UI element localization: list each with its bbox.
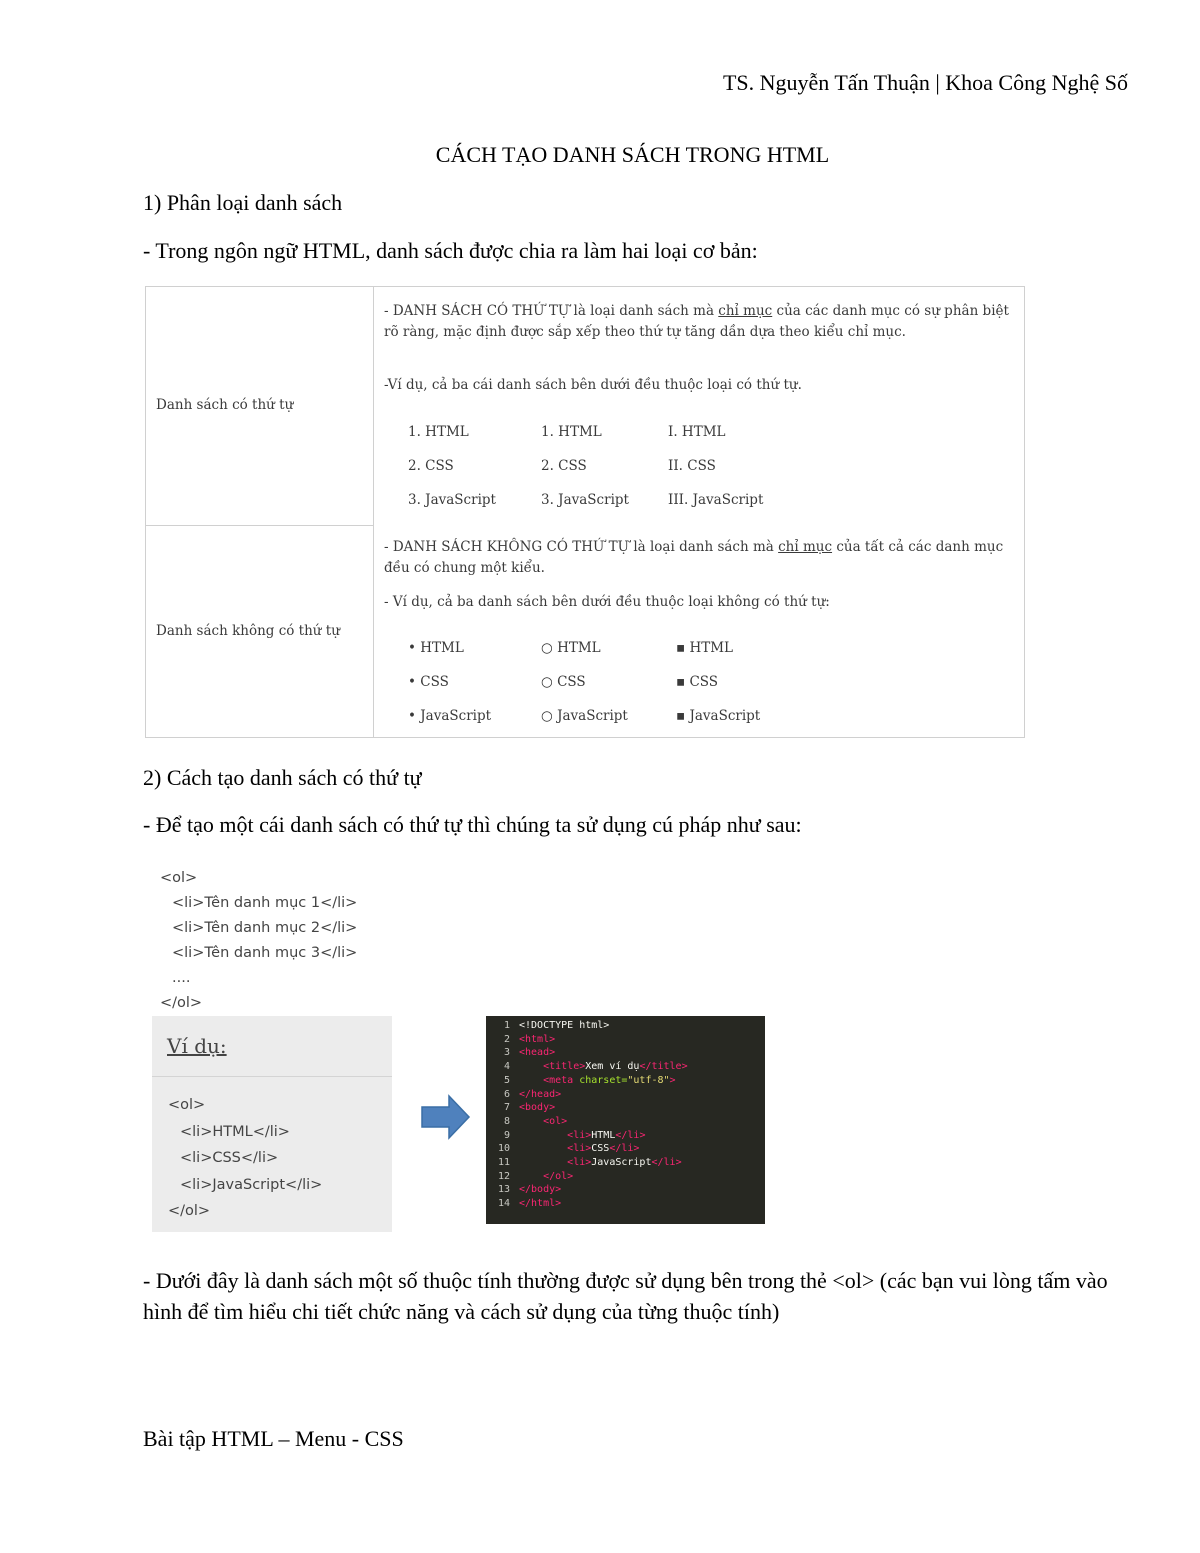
unordered-col-1: • HTML • CSS • JavaScript xyxy=(408,640,492,724)
list-types-table xyxy=(145,286,1025,738)
example-code-line: <ol> xyxy=(168,1097,206,1113)
syntax-line: <li>Tên danh mục 3</li> xyxy=(172,945,358,961)
example-code-line: <li>CSS</li> xyxy=(180,1150,279,1166)
unordered-list-label: Danh sách không có thứ tự xyxy=(156,623,340,639)
syntax-code xyxy=(160,866,357,1016)
section-2-heading: 2) Cách tạo danh sách có thứ tự xyxy=(143,765,422,790)
section-2-intro: - Để tạo một cái danh sách có thứ tự thì chúng ta sử dụng cú pháp như sau: xyxy=(143,812,802,837)
section-1-intro: - Trong ngôn ngữ HTML, danh sách được chia ra làm hai loại cơ bản: xyxy=(143,238,758,263)
page-footer: Bài tập HTML – Menu - CSS xyxy=(143,1426,404,1451)
syntax-line: <li>Tên danh mục 2</li> xyxy=(172,920,358,936)
arrow-right-icon xyxy=(421,1094,471,1140)
example-code-line: <li>HTML</li> xyxy=(180,1123,290,1140)
table-column-divider xyxy=(373,287,374,737)
page-header: TS. Nguyễn Tấn Thuận | Khoa Công Nghệ Số xyxy=(722,70,1128,95)
syntax-line: .... xyxy=(172,970,191,986)
example-code-line: </ol> xyxy=(168,1203,211,1219)
unordered-col-2: ○ HTML ○ CSS ○ JavaScript xyxy=(541,640,628,724)
example-code-line: <li>JavaScript</li> xyxy=(180,1176,323,1193)
ordered-list-example: -Ví dụ, cả ba cái danh sách bên dưới đều thuộc loại có thứ tự. xyxy=(384,377,802,393)
document-title: CÁCH TẠO DANH SÁCH TRONG HTML xyxy=(435,142,830,167)
syntax-line: <li>Tên danh mục 1</li> xyxy=(172,895,358,911)
unordered-col-3: ▪ HTML ▪ CSS ▪ JavaScript xyxy=(676,640,761,724)
table-row-divider xyxy=(146,525,373,526)
example-title: Ví dụ: xyxy=(167,1034,227,1058)
ordered-list-description: - DANH SÁCH CÓ THỨ TỰ là loại danh sách mà chỉ mục của các danh mục có sự phân biệt rõ ràng, mặc định được sắp xếp theo thứ tự tăng dần dựa theo kiểu chỉ mục. xyxy=(384,303,1009,340)
unordered-list-example: - Ví dụ, cả ba danh sách bên dưới đều thuộc loại không có thứ tự: xyxy=(384,594,830,610)
syntax-line: </ol> xyxy=(160,995,203,1011)
example-divider xyxy=(152,1076,392,1077)
example-box xyxy=(152,1016,392,1232)
unordered-index-term: chỉ mục xyxy=(778,539,833,555)
ordered-list-label: Danh sách có thứ tự xyxy=(156,397,294,413)
code-editor-screenshot: 1 <!DOCTYPE html> 2 <html> 3 <head> 4 <title>Xem ví dụ</title> 5 <meta charset="utf-8"> 6 </head> 7 <body> 8 <ol> 9 <li>HTML</li> 10 <li>CSS</li> 11 <li>JavaScript</li> 12 </ol> 13 </body> 14 </html> xyxy=(486,1016,765,1224)
ordered-col-1: 1. HTML 2. CSS 3. JavaScript xyxy=(408,424,496,508)
ordered-col-3: I. HTML II. CSS III. JavaScript xyxy=(668,424,764,508)
attributes-paragraph: - Dưới đây là danh sách một số thuộc tính thường được sử dụng bên trong thẻ <ol> (các bạn vui lòng tấm vào hình để tìm hiểu chi tiết chức năng và cách sử dụng của từng thuộc tính) xyxy=(143,1268,1108,1324)
syntax-line: <ol> xyxy=(160,870,198,886)
section-1-heading: 1) Phân loại danh sách xyxy=(143,190,343,215)
ordered-index-term: chỉ mục xyxy=(718,303,773,319)
example-code xyxy=(168,1092,322,1225)
unordered-list-description: - DANH SÁCH KHÔNG CÓ THỨ TỰ là loại danh sách mà chỉ mục của tất cả các danh mục đều có chung một kiểu. xyxy=(384,539,1004,576)
ordered-col-2: 1. HTML 2. CSS 3. JavaScript xyxy=(541,424,629,508)
